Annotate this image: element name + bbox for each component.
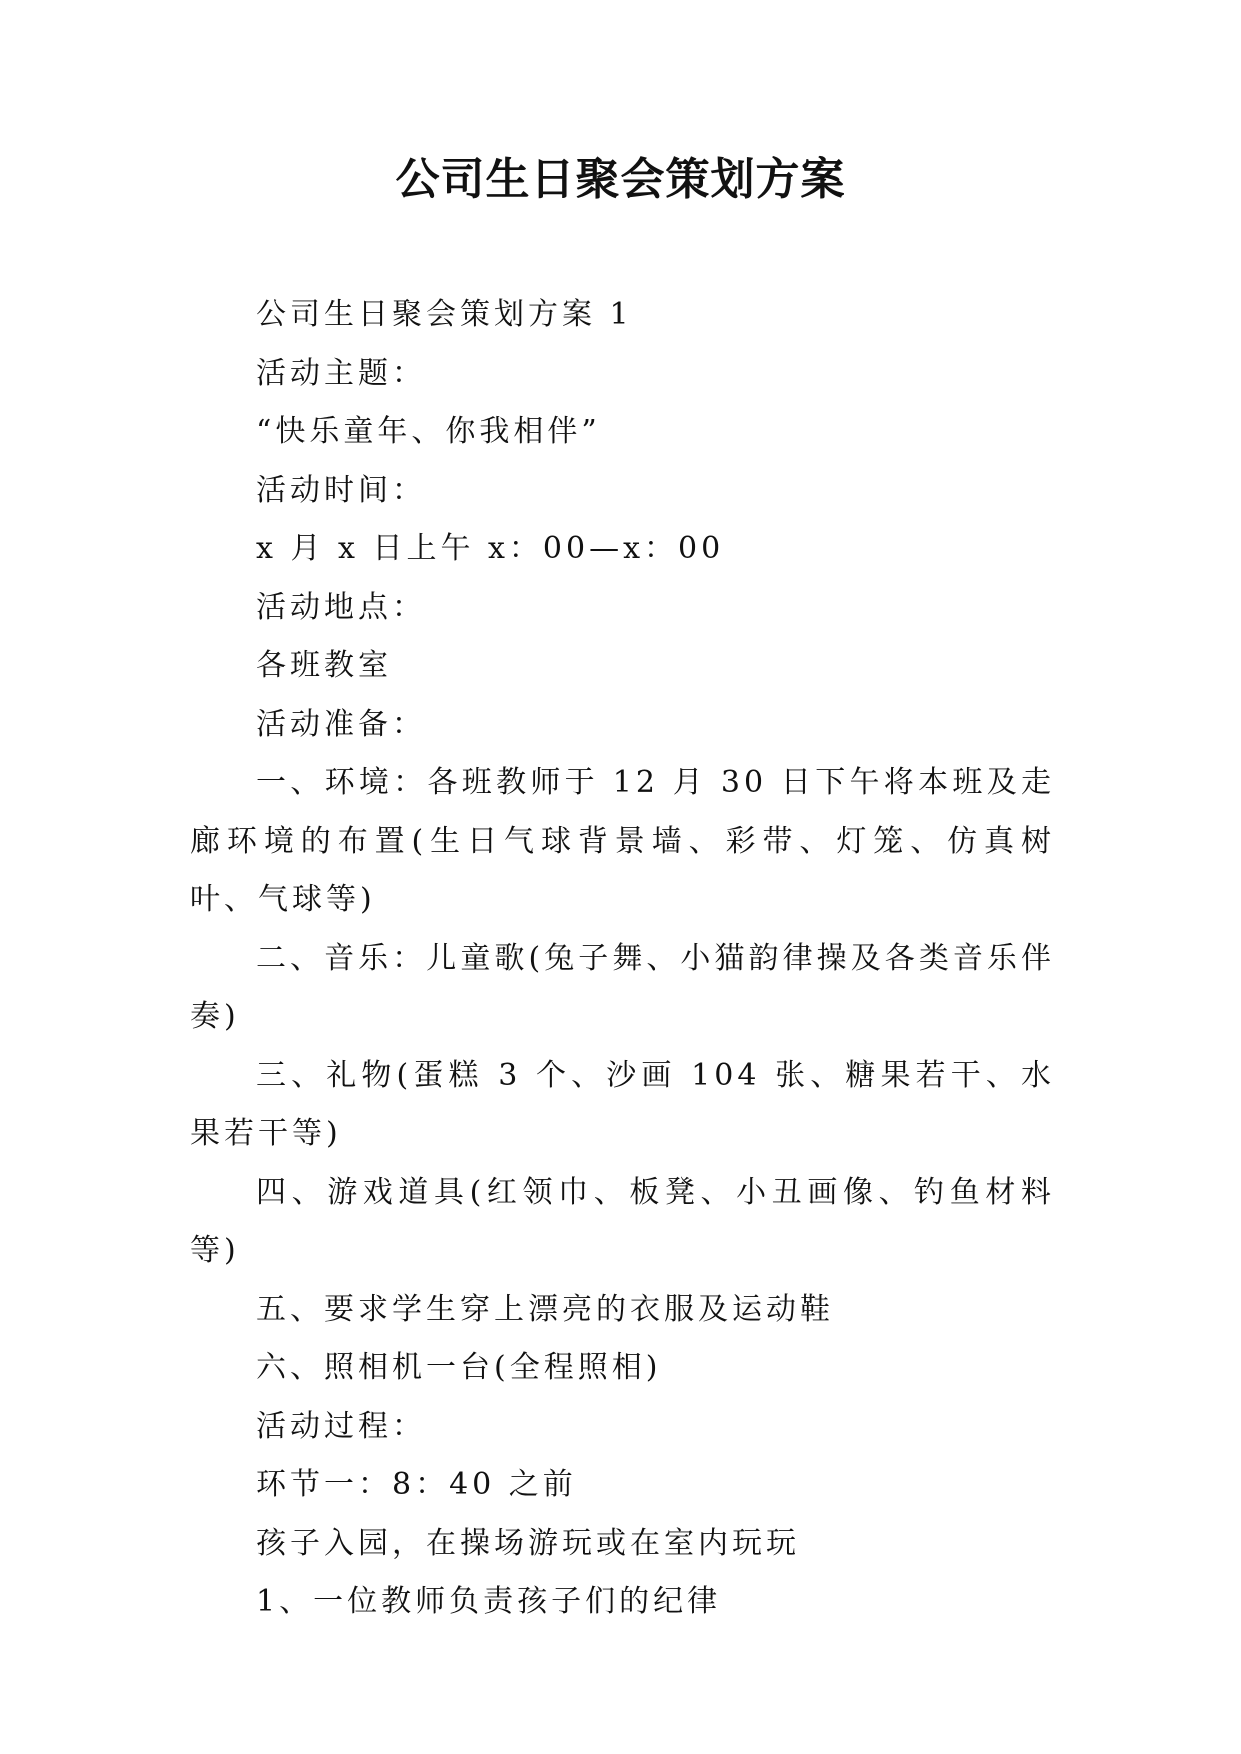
paragraph: 环节一：8：40 之前 [256,1467,577,1502]
paragraph: 五、要求学生穿上漂亮的衣服及运动鞋 [256,1291,834,1327]
paragraph: 六、照相机一台(全程照相) [256,1350,662,1385]
paragraph: 二、音乐：儿童歌(兔子舞、小猫韵律操及各类音乐伴奏) [190,940,1055,1034]
paragraph: 1、一位教师负责孩子们的纪律 [256,1584,722,1619]
paragraph: 活动时间： [256,472,426,508]
paragraph: 活动地点： [256,589,426,625]
paragraph: 活动准备： [256,706,426,742]
paragraph: 各班教室 [256,648,392,683]
paragraph: 一、环境：各班教师于 12 月 30 日下午将本班及走廊环境的布置(生日气球背景墙、彩带、灯笼、仿真树叶、气球等) [190,765,1055,917]
paragraph: 活动过程： [256,1408,426,1444]
paragraph: “快乐童年、你我相伴” [256,414,601,449]
paragraph: 活动主题： [256,355,426,391]
document-body [190,286,1055,1632]
paragraph: 孩子入园，在操场游玩或在室内玩玩 [256,1525,800,1561]
paragraph: 四、游戏道具(红领巾、板凳、小丑画像、钓鱼材料等) [190,1174,1055,1268]
paragraph: 三、礼物(蛋糕 3 个、沙画 104 张、糖果若干、水果若干等) [190,1057,1055,1151]
document-title: 公司生日聚会策划方案 [395,154,846,205]
paragraph: x 月 x 日上午 x：00—x：00 [256,531,725,566]
paragraph: 公司生日聚会策划方案 1 [256,297,633,332]
